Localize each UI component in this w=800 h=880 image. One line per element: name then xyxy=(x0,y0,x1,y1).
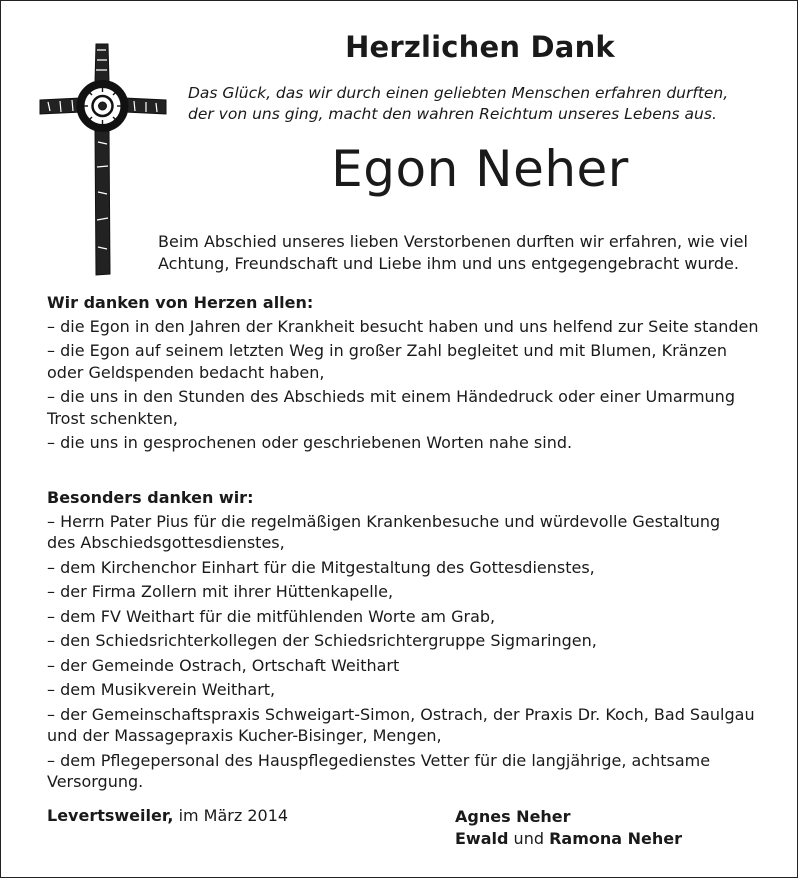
signer-2-and: und xyxy=(513,829,544,848)
signer-2-second: Ramona Neher xyxy=(549,829,682,848)
section-heading: Besonders danken wir: xyxy=(47,488,254,507)
item-line: – den Schiedsrichterkollegen der Schiedsrichtergruppe Sigmaringen, xyxy=(47,631,597,650)
deceased-name: Egon Neher xyxy=(331,140,629,198)
intro-text xyxy=(158,231,778,275)
list-item xyxy=(47,316,787,338)
cross-icon xyxy=(38,42,168,277)
section-heading: Wir danken von Herzen allen: xyxy=(47,293,314,312)
quote-line: der von uns ging, macht den wahren Reichtum unseres Lebens aus. xyxy=(188,105,717,123)
item-line: – die uns in gesprochenen oder geschriebenen Worten nahe sind. xyxy=(47,433,573,452)
list-item xyxy=(47,704,787,747)
item-line: – dem FV Weithart für die mitfühlenden Worte am Grab, xyxy=(47,606,496,626)
intro-line: Beim Abschied unseres lieben Verstorbenen durften wir erfahren, wie viel xyxy=(158,232,748,251)
place-date xyxy=(47,806,288,825)
notice-title: Herzlichen Dank xyxy=(345,30,615,64)
list-item xyxy=(47,679,787,701)
list-item xyxy=(47,606,787,628)
quote-line: Das Glück, das wir durch einen geliebten Menschen erfahren durften, xyxy=(188,84,729,102)
item-line: – dem Pflegepersonal des Hauspflegedienstes Vetter für die langjährige, achtsame xyxy=(47,750,711,770)
intro-line: Achtung, Freundschaft und Liebe ihm und uns entgegengebracht wurde. xyxy=(158,254,739,273)
list-item xyxy=(47,432,787,454)
item-line: – dem Musikverein Weithart, xyxy=(47,680,276,699)
item-line: – der Gemeinde Ostrach, Ortschaft Weithart xyxy=(47,655,400,675)
signer-2-first: Ewald xyxy=(455,829,509,848)
signer-1: Agnes Neher xyxy=(455,807,571,826)
signatures xyxy=(455,806,682,850)
item-line: – dem Kirchenchor Einhart für die Mitgestaltung des Gottesdienstes, xyxy=(47,557,595,577)
item-line: des Abschiedsgottesdienstes, xyxy=(47,533,285,552)
item-line: – Herrn Pater Pius für die regelmäßigen Krankenbesuche und würdevolle Gestaltung xyxy=(47,511,721,531)
item-line: – der Firma Zollern mit ihrer Hüttenkapelle, xyxy=(47,582,394,601)
list-item xyxy=(47,630,787,652)
special-thanks-section xyxy=(47,487,787,796)
list-item xyxy=(47,655,787,677)
item-line: – die uns in den Stunden des Abschieds mit einem Händedruck oder einer Umarmung xyxy=(47,387,735,406)
list-item xyxy=(47,340,787,383)
item-line: – die Egon in den Jahren der Krankheit besucht haben und uns helfend zur Seite standen xyxy=(47,316,759,336)
list-item xyxy=(47,386,787,429)
item-line: Versorgung. xyxy=(47,772,144,791)
thanks-all-section xyxy=(47,292,787,457)
item-line: und der Massagepraxis Kucher-Bisinger, Mengen, xyxy=(47,726,442,745)
date: im März 2014 xyxy=(178,806,289,825)
item-line: – der Gemeinschaftspraxis Schweigart-Simon, Ostrach, der Praxis Dr. Koch, Bad Saulgau xyxy=(47,704,755,724)
quote xyxy=(188,83,748,125)
place: Levertsweiler, xyxy=(47,806,174,825)
list-item xyxy=(47,557,787,579)
item-line: Trost schenkten, xyxy=(47,408,178,428)
item-line: oder Geldspenden bedacht haben, xyxy=(47,362,325,382)
item-line: – die Egon auf seinem letzten Weg in großer Zahl begleitet und mit Blumen, Kränzen xyxy=(47,341,727,360)
list-item xyxy=(47,511,787,554)
list-item xyxy=(47,750,787,793)
list-item xyxy=(47,581,787,603)
